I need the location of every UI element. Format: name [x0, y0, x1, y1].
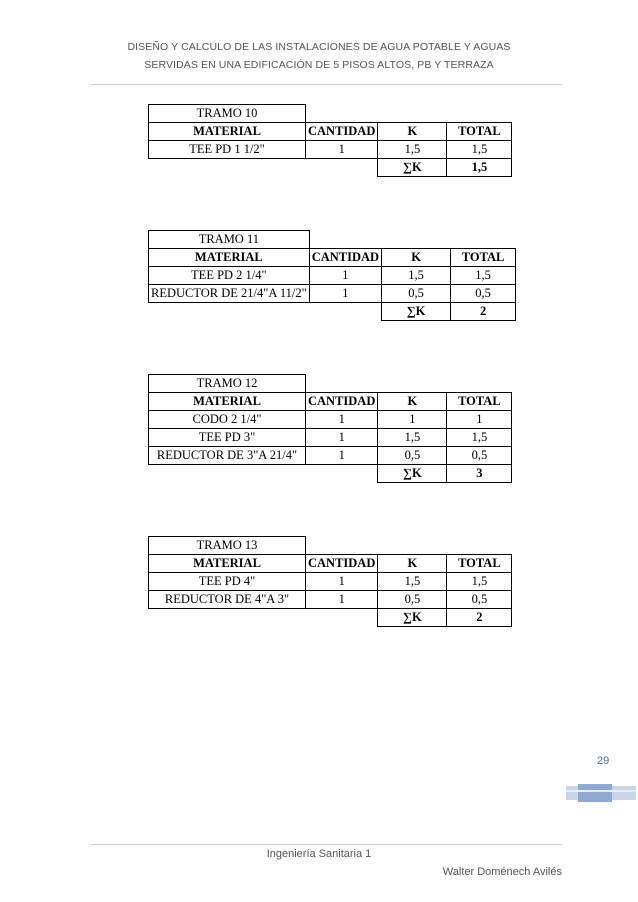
tramo-11-table: [148, 230, 516, 321]
tramo-title: TRAMO 13: [149, 537, 306, 555]
col-header-total: TOTAL: [447, 123, 512, 141]
col-header-cantidad: CANTIDAD: [306, 123, 378, 141]
cell-k: 1,5: [378, 573, 447, 591]
cell-total: 1: [447, 411, 512, 429]
cell-total: 1,5: [447, 141, 512, 159]
col-header-total: TOTAL: [451, 249, 516, 267]
col-header-k: K: [382, 249, 451, 267]
tramo-title: TRAMO 10: [149, 105, 306, 123]
page-tab-graphic: [566, 784, 636, 802]
footer-divider: [90, 844, 562, 845]
col-header-cantidad: CANTIDAD: [306, 555, 378, 573]
sum-label: ∑K: [378, 159, 447, 177]
cell-cantidad: 1: [306, 141, 378, 159]
tramo-title: TRAMO 12: [149, 375, 306, 393]
tramo-10-table: [148, 104, 512, 177]
cell-total: 1,5: [447, 573, 512, 591]
page-number: 29: [597, 755, 610, 767]
cell-material: TEE PD 4": [149, 573, 306, 591]
cell-material: REDUCTOR DE 4"A 3": [149, 591, 306, 609]
col-header-total: TOTAL: [447, 555, 512, 573]
cell-cantidad: 1: [309, 267, 381, 285]
header-line-2: SERVIDAS EN UNA EDIFICACIÓN DE 5 PISOS ALTOS, PB Y TERRAZA: [144, 59, 494, 71]
sum-value: 2: [447, 609, 512, 627]
cell-cantidad: 1: [306, 591, 378, 609]
cell-material: TEE PD 1 1/2": [149, 141, 306, 159]
cell-k: 1,5: [378, 429, 447, 447]
header-line-1: DISEÑO Y CALCULO DE LAS INSTALACIONES DE AGUA POTABLE Y AGUAS: [127, 41, 511, 53]
sum-label: ∑K: [378, 609, 447, 627]
col-header-material: MATERIAL: [149, 123, 306, 141]
cell-cantidad: 1: [306, 447, 378, 465]
cell-material: TEE PD 3": [149, 429, 306, 447]
sum-label: ∑K: [382, 303, 451, 321]
col-header-material: MATERIAL: [149, 249, 310, 267]
cell-total: 1,5: [451, 267, 516, 285]
cell-total: 0,5: [447, 447, 512, 465]
table-row: [149, 447, 512, 465]
table-row: [149, 285, 516, 303]
col-header-k: K: [378, 555, 447, 573]
cell-material: REDUCTOR DE 21/4"A 11/2": [149, 285, 310, 303]
table-row: [149, 411, 512, 429]
table-row: [149, 591, 512, 609]
sum-label: ∑K: [378, 465, 447, 483]
tramo-12-table: [148, 374, 512, 483]
table-row: [149, 141, 512, 159]
cell-material: TEE PD 2 1/4": [149, 267, 310, 285]
cell-cantidad: 1: [306, 411, 378, 429]
footer-author: Walter Doménech Avilés: [442, 866, 562, 878]
cell-k: 1,5: [378, 141, 447, 159]
col-header-cantidad: CANTIDAD: [309, 249, 381, 267]
page-header: [0, 38, 638, 74]
cell-cantidad: 1: [306, 429, 378, 447]
table-row: [149, 267, 516, 285]
sum-value: 1,5: [447, 159, 512, 177]
cell-k: 0,5: [378, 447, 447, 465]
tramo-13-table: [148, 536, 512, 627]
cell-cantidad: 1: [306, 573, 378, 591]
cell-cantidad: 1: [309, 285, 381, 303]
cell-total: 0,5: [447, 591, 512, 609]
sum-value: 2: [451, 303, 516, 321]
col-header-k: K: [378, 123, 447, 141]
cell-k: 1: [378, 411, 447, 429]
tramo-title: TRAMO 11: [149, 231, 310, 249]
col-header-total: TOTAL: [447, 393, 512, 411]
cell-k: 1,5: [382, 267, 451, 285]
table-row: [149, 429, 512, 447]
cell-total: 1,5: [447, 429, 512, 447]
col-header-cantidad: CANTIDAD: [306, 393, 378, 411]
cell-k: 0,5: [382, 285, 451, 303]
header-divider: [90, 84, 562, 85]
cell-total: 0,5: [451, 285, 516, 303]
col-header-material: MATERIAL: [149, 393, 306, 411]
col-header-material: MATERIAL: [149, 555, 306, 573]
col-header-k: K: [378, 393, 447, 411]
table-row: [149, 573, 512, 591]
sum-value: 3: [447, 465, 512, 483]
footer-course: Ingeniería Sanitaria 1: [266, 848, 372, 860]
cell-material: REDUCTOR DE 3"A 21/4": [149, 447, 306, 465]
cell-k: 0,5: [378, 591, 447, 609]
cell-material: CODO 2 1/4": [149, 411, 306, 429]
